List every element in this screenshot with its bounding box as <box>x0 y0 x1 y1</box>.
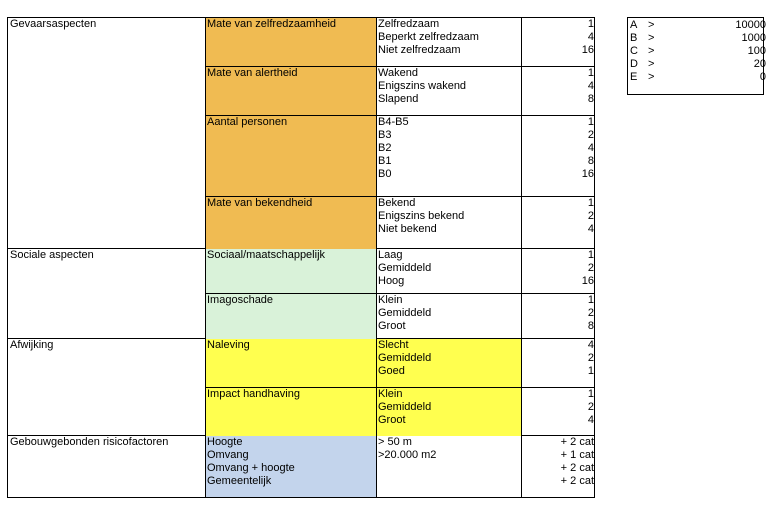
group-row-gevaarsaspecten <box>8 18 594 249</box>
sub-row-aantal-personen <box>206 116 595 197</box>
category-letter: C <box>630 45 638 57</box>
value: 16 <box>581 167 594 180</box>
value: 2 <box>587 306 594 319</box>
value: 1 <box>587 294 594 306</box>
factor: Hoogte <box>207 436 243 448</box>
group-row-sociale-aspecten <box>8 249 594 339</box>
category-sign: > <box>648 19 655 31</box>
category-sign: > <box>648 58 655 70</box>
sub-row-imagoschade <box>206 294 595 339</box>
value: 1 <box>587 364 594 377</box>
sub-label: Mate van zelfredzaamheid <box>206 18 377 66</box>
value: 4 <box>587 413 594 426</box>
item: Wakend <box>378 67 418 79</box>
value-list <box>522 67 595 115</box>
item: B1 <box>378 154 392 167</box>
sub-row-naleving <box>206 339 595 388</box>
value: 2 <box>587 351 594 364</box>
item: Gemiddeld <box>378 351 432 364</box>
criterion: > 50 m <box>378 436 412 448</box>
value: + 2 cat <box>560 474 594 487</box>
item: Beperkt zelfredzaam <box>378 30 479 43</box>
criterion <box>377 475 521 488</box>
sub-label: Sociaal/maatschappelijk <box>206 249 377 293</box>
value-list <box>522 339 595 387</box>
category-row <box>628 32 767 45</box>
value: + 1 cat <box>560 448 594 461</box>
value: 1 <box>587 249 594 261</box>
category-letter: D <box>630 58 638 70</box>
factor: Omvang <box>207 448 249 461</box>
item-list <box>377 67 522 115</box>
group-label: Gevaarsaspecten <box>8 18 206 248</box>
value: 4 <box>587 79 594 92</box>
sub-row-zelfredzaamheid <box>206 18 595 67</box>
value: 1 <box>587 18 594 30</box>
category-sign: > <box>648 71 655 83</box>
item: Klein <box>378 294 403 306</box>
sub-row-risicofactoren <box>206 436 595 497</box>
category-value: 1000 <box>741 32 766 44</box>
category-table <box>627 17 764 95</box>
item-list <box>377 116 522 196</box>
item: Groot <box>378 319 406 332</box>
value: + 2 cat <box>560 436 594 448</box>
sub-label: Imagoschade <box>206 294 377 339</box>
factor: Gemeentelijk <box>207 474 272 487</box>
category-sign: > <box>648 32 655 44</box>
sub-label: Mate van alertheid <box>206 67 377 115</box>
value: 4 <box>587 30 594 43</box>
sub-row-sociaal <box>206 249 595 294</box>
item: Slecht <box>378 339 409 351</box>
category-value: 0 <box>759 71 766 83</box>
group-row-gebouwgebonden <box>8 436 594 497</box>
item-list <box>377 339 522 387</box>
item: Groot <box>378 413 406 426</box>
category-row <box>628 19 767 32</box>
item: Goed <box>378 364 405 377</box>
risk-table <box>7 17 595 498</box>
value: + 2 cat <box>560 461 594 474</box>
item-list <box>377 197 522 249</box>
value-list <box>522 436 595 497</box>
value-list <box>522 294 595 339</box>
item-list <box>377 388 522 436</box>
value: 8 <box>587 154 594 167</box>
item: Bekend <box>378 197 416 209</box>
item: B3 <box>378 128 392 141</box>
item: Niet zelfredzaam <box>378 43 461 56</box>
item: Zelfredzaam <box>378 18 440 30</box>
item: Laag <box>378 249 403 261</box>
item-list <box>377 18 522 66</box>
category-value: 10000 <box>735 19 766 31</box>
item: Hoog <box>378 274 405 287</box>
value: 16 <box>581 43 594 56</box>
value-list <box>522 116 595 196</box>
value: 16 <box>581 274 594 287</box>
category-letter: B <box>630 32 638 44</box>
group-label: Sociale aspecten <box>8 249 206 338</box>
category-sign: > <box>648 45 655 57</box>
category-row <box>628 71 767 84</box>
item-list <box>377 249 522 293</box>
sub-label: Naleving <box>206 339 377 387</box>
value-list <box>522 249 595 293</box>
sub-row-impact-handhaving <box>206 388 595 436</box>
value: 2 <box>587 400 594 413</box>
item: Slapend <box>378 92 419 105</box>
category-row <box>628 58 767 71</box>
sub-label: Mate van bekendheid <box>206 197 377 249</box>
factor: Omvang + hoogte <box>207 461 295 474</box>
group-label: Afwijking <box>8 339 206 435</box>
criteria-list <box>377 436 522 497</box>
item-list <box>377 294 522 339</box>
category-value: 100 <box>747 45 766 57</box>
value: 2 <box>587 261 594 274</box>
group-row-afwijking <box>8 339 594 436</box>
item: Gemiddeld <box>378 306 432 319</box>
category-letter: A <box>630 19 638 31</box>
value: 8 <box>587 319 594 332</box>
value: 4 <box>587 141 594 154</box>
item: Niet bekend <box>378 222 437 235</box>
sub-row-bekendheid <box>206 197 595 249</box>
category-value: 20 <box>753 58 766 70</box>
item: B0 <box>378 167 392 180</box>
value: 1 <box>587 67 594 79</box>
criterion: >20.000 m2 <box>378 448 437 461</box>
value: 4 <box>587 339 594 351</box>
value: 2 <box>587 209 594 222</box>
item: B2 <box>378 141 392 154</box>
group-label: Gebouwgebonden risicofactoren <box>8 436 206 497</box>
sub-label: Impact handhaving <box>206 388 377 436</box>
criterion <box>377 462 521 475</box>
value-list <box>522 388 595 436</box>
item: B4-B5 <box>378 116 409 128</box>
sub-row-alertheid <box>206 67 595 116</box>
category-row <box>628 45 767 58</box>
value: 1 <box>587 116 594 128</box>
value: 1 <box>587 388 594 400</box>
value: 8 <box>587 92 594 105</box>
item: Enigszins wakend <box>378 79 467 92</box>
item: Gemiddeld <box>378 400 432 413</box>
value: 4 <box>587 222 594 235</box>
value-list <box>522 18 595 66</box>
item: Enigszins bekend <box>378 209 465 222</box>
value-list <box>522 197 595 249</box>
item: Gemiddeld <box>378 261 432 274</box>
category-letter: E <box>630 71 638 83</box>
sub-label: Aantal personen <box>206 116 377 196</box>
factor-list <box>206 436 377 497</box>
value: 2 <box>587 128 594 141</box>
item: Klein <box>378 388 403 400</box>
value: 1 <box>587 197 594 209</box>
